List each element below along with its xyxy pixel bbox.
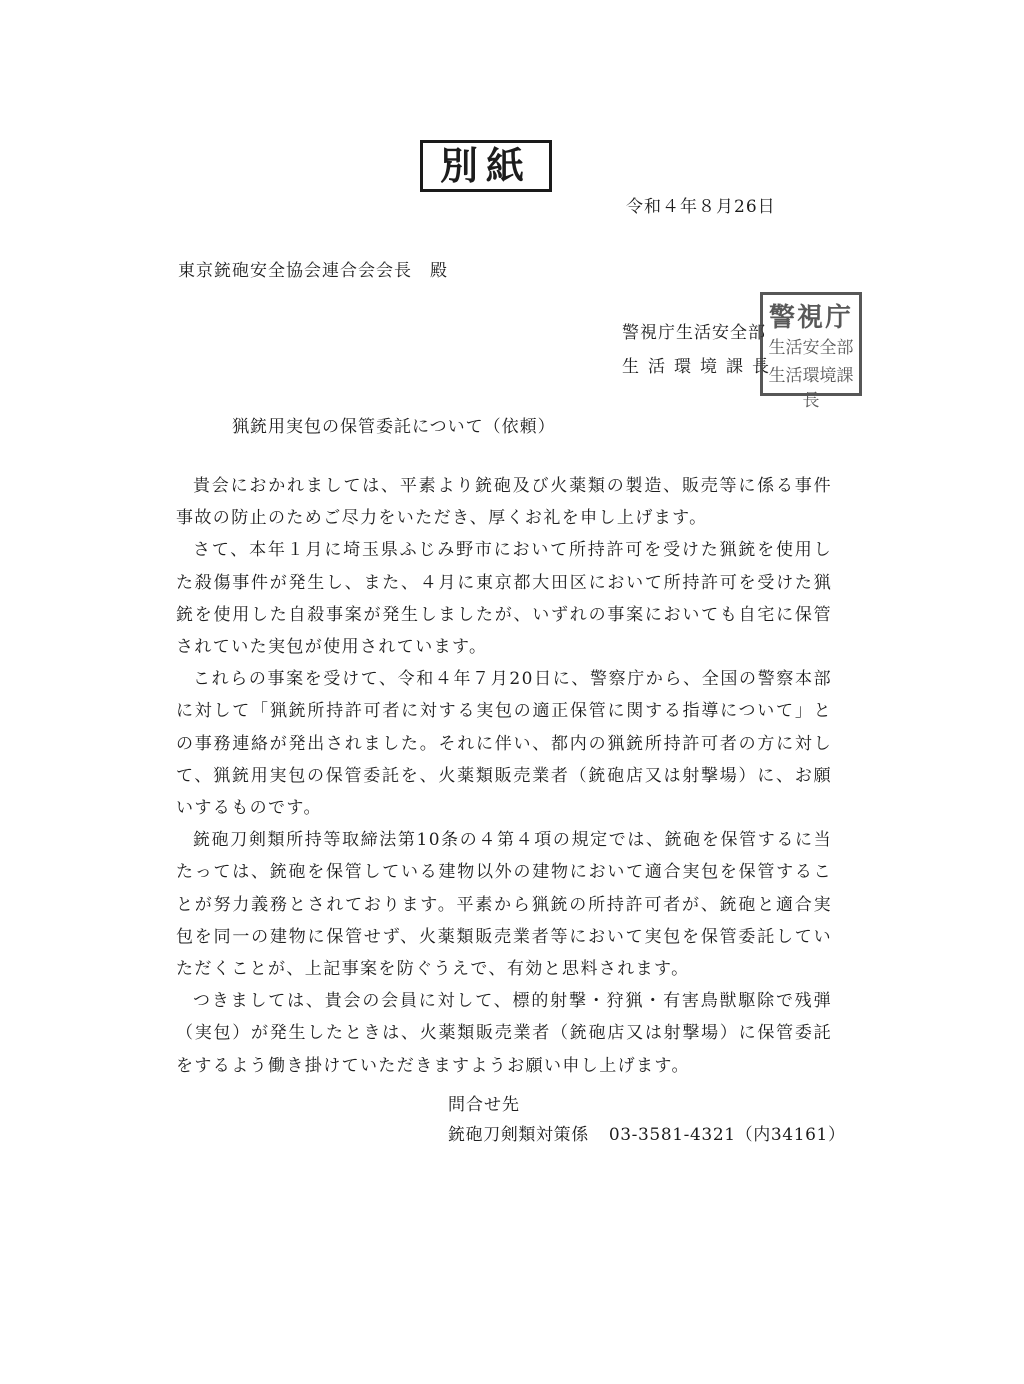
contact-name: 銃砲刀剣類対策係 <box>448 1125 589 1145</box>
body-paragraph: 銃砲刀剣類所持等取締法第10条の４第４項の規定では、銃砲を保管するに当たっては、銃砲を保管している建物以外の建物において適合実包を保管することが努力義務とされております。平素から猟銃の所持許可者が、銃砲と適合実包を同一の建物に保管せず、火薬類販売業者等において実包を保管委託していただくことが、上記事案を防ぐうえで、有効と思料されます。 <box>176 830 832 980</box>
seal-line-2: 生活安全部 <box>768 338 854 358</box>
sender-title: 生活環境課長 <box>622 357 778 377</box>
document-date: 令和４年８月26日 <box>626 197 776 217</box>
document-body <box>176 470 832 1082</box>
document-subject: 猟銃用実包の保管委託について（依頼） <box>232 417 556 437</box>
addressee: 東京銃砲安全協会連合会会長 殿 <box>178 261 448 281</box>
contact-line <box>448 1120 846 1145</box>
body-paragraph: これらの事案を受けて、令和４年７月20日に、警察庁から、全国の警察本部に対して「猟銃所持許可者に対する実包の適正保管に関する指導について」との事務連絡が発出されました。それに伴い、都内の猟銃所持許可者の方に対して、猟銃用実包の保管委託を、火薬類販売業者（銃砲店又は射撃場）に、お願いするものです。 <box>176 669 832 819</box>
seal-line-3: 生活環境課長 <box>768 366 854 411</box>
body-paragraph: さて、本年１月に埼玉県ふじみ野市において所持許可を受けた猟銃を使用した殺傷事件が発生し、また、４月に東京都大田区において所持許可を受けた猟銃を使用した自殺事案が発生しましたが、いずれの事案においても自宅に保管されていた実包が使用されています。 <box>176 540 832 658</box>
official-seal-stamp <box>760 292 862 411</box>
seal-line-1: 警視庁 <box>768 303 853 333</box>
body-paragraph: 貴会におかれましては、平素より銃砲及び火薬類の製造、販売等に係る事件事故の防止のためご尽力をいただき、厚くお礼を申し上げます。 <box>176 476 832 529</box>
sender-department: 警視庁生活安全部 <box>622 323 766 343</box>
attachment-label: 別紙 <box>420 140 552 192</box>
contact-label: 問合せ先 <box>448 1095 520 1115</box>
body-paragraph: つきましては、貴会の会員に対して、標的射撃・狩猟・有害鳥獣駆除で残弾（実包）が発生したときは、火薬類販売業者（銃砲店又は射撃場）に保管委託をするよう働き掛けていただきますようお願い申し上げます。 <box>176 991 832 1076</box>
contact-phone: 03-3581-4321（内34161） <box>608 1125 846 1145</box>
